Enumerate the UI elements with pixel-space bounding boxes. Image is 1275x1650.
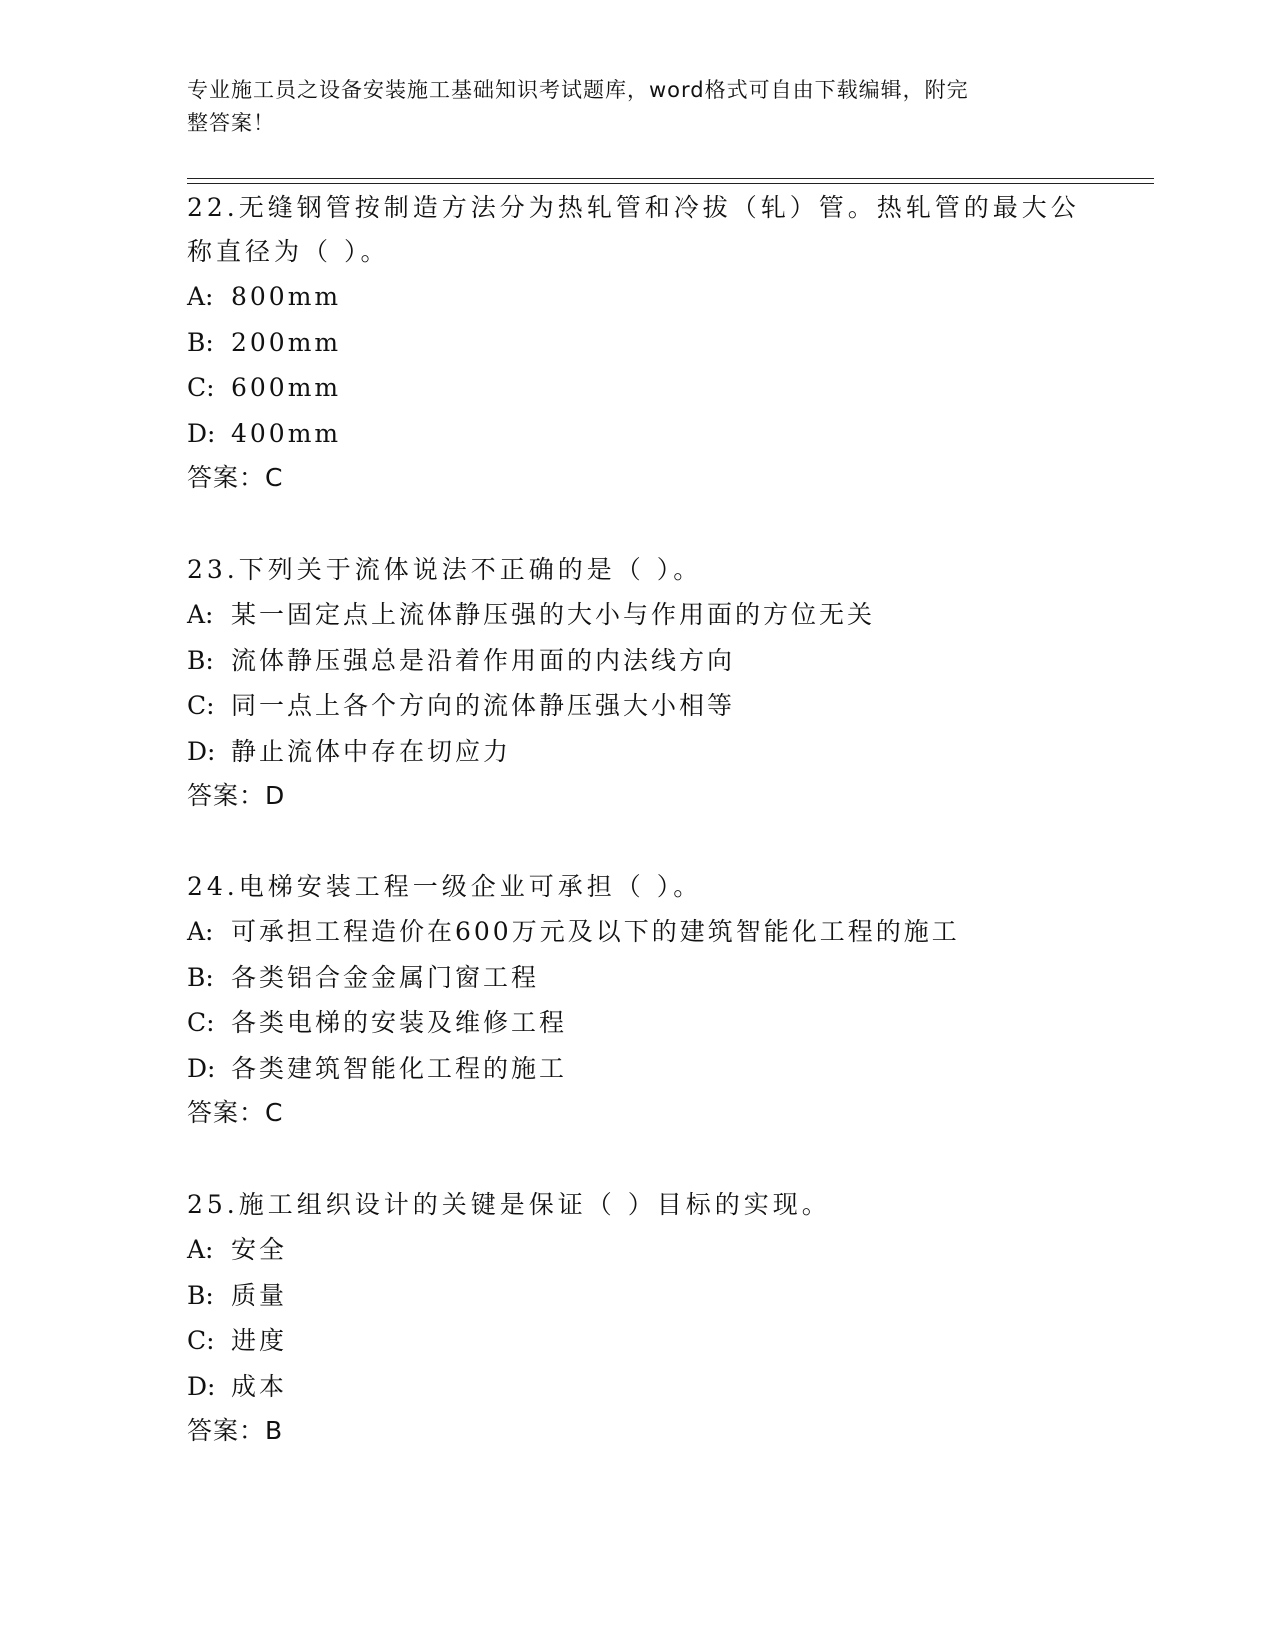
option-d xyxy=(187,411,1087,457)
option-a xyxy=(187,1227,1087,1273)
option-b xyxy=(187,320,1087,366)
option-letter: C: xyxy=(187,1008,215,1037)
option-a xyxy=(187,274,1087,320)
option-text: 各类铝合金金属门窗工程 xyxy=(231,962,540,992)
question-22 xyxy=(187,186,1087,500)
option-text: 可承担工程造价在600万元及以下的建筑智能化工程的施工 xyxy=(231,917,960,946)
answer-line: 答案：C xyxy=(187,463,284,492)
question-text-continued: 称直径为（ ）。 xyxy=(187,237,390,266)
option-d xyxy=(187,1364,1087,1410)
option-text: 静止流体中存在切应力 xyxy=(231,736,512,766)
option-text: 800mm xyxy=(231,282,342,311)
option-text: 同一点上各个方向的流体静压强大小相等 xyxy=(231,691,736,720)
question-23 xyxy=(187,548,1087,818)
header-line-1: 专业施工员之设备安装施工基础知识考试题库，word格式可自由下载编辑，附完 xyxy=(187,78,969,102)
option-a xyxy=(187,592,1087,638)
option-letter: A: xyxy=(187,917,214,946)
option-text: 成本 xyxy=(231,1371,288,1401)
option-text: 各类电梯的安装及维修工程 xyxy=(231,1008,568,1037)
option-text: 600mm xyxy=(231,373,342,402)
option-letter: A: xyxy=(187,600,214,629)
question-25 xyxy=(187,1183,1087,1453)
header-divider-bottom xyxy=(187,183,1154,184)
option-letter: A: xyxy=(187,282,214,311)
option-letter: B: xyxy=(187,962,214,992)
option-letter: B: xyxy=(187,645,214,675)
option-c xyxy=(187,1000,1087,1046)
option-text: 进度 xyxy=(231,1326,288,1355)
document-header xyxy=(187,74,1067,140)
answer-line: 答案：B xyxy=(187,1416,284,1445)
option-c xyxy=(187,683,1087,729)
option-text: 各类建筑智能化工程的施工 xyxy=(231,1053,568,1083)
option-letter: D: xyxy=(187,1371,216,1401)
question-24 xyxy=(187,865,1087,1135)
answer-line: 答案：D xyxy=(187,781,286,810)
option-text: 安全 xyxy=(231,1235,288,1264)
option-text: 某一固定点上流体静压强的大小与作用面的方位无关 xyxy=(231,600,876,629)
option-a xyxy=(187,909,1087,955)
question-text: 22.无缝钢管按制造方法分为热轧管和冷拔（轧）管。热轧管的最大公 xyxy=(187,193,1080,222)
answer-line: 答案：C xyxy=(187,1098,284,1127)
header-divider-top xyxy=(187,178,1154,179)
option-letter: D: xyxy=(187,1053,216,1083)
question-text: 23.下列关于流体说法不正确的是（ ）。 xyxy=(187,555,703,584)
option-b xyxy=(187,638,1087,684)
option-letter: C: xyxy=(187,691,215,720)
option-c xyxy=(187,365,1087,411)
question-text: 25.施工组织设计的关键是保证（ ）目标的实现。 xyxy=(187,1190,831,1219)
option-letter: B: xyxy=(187,1280,214,1310)
option-d xyxy=(187,729,1087,775)
header-line-2: 整答案！ xyxy=(187,111,275,135)
option-letter: C: xyxy=(187,1326,215,1355)
option-text: 流体静压强总是沿着作用面的内法线方向 xyxy=(231,645,736,675)
option-d xyxy=(187,1046,1087,1092)
option-text: 质量 xyxy=(231,1280,288,1310)
option-letter: D: xyxy=(187,736,216,766)
option-letter: A: xyxy=(187,1235,214,1264)
option-letter: B: xyxy=(187,327,214,357)
option-letter: D: xyxy=(187,418,216,448)
option-c xyxy=(187,1318,1087,1364)
question-text: 24.电梯安装工程一级企业可承担（ ）。 xyxy=(187,872,703,901)
option-b xyxy=(187,1273,1087,1319)
option-b xyxy=(187,955,1087,1001)
option-text: 200mm xyxy=(231,327,342,357)
option-letter: C: xyxy=(187,373,215,402)
option-text: 400mm xyxy=(231,418,342,448)
